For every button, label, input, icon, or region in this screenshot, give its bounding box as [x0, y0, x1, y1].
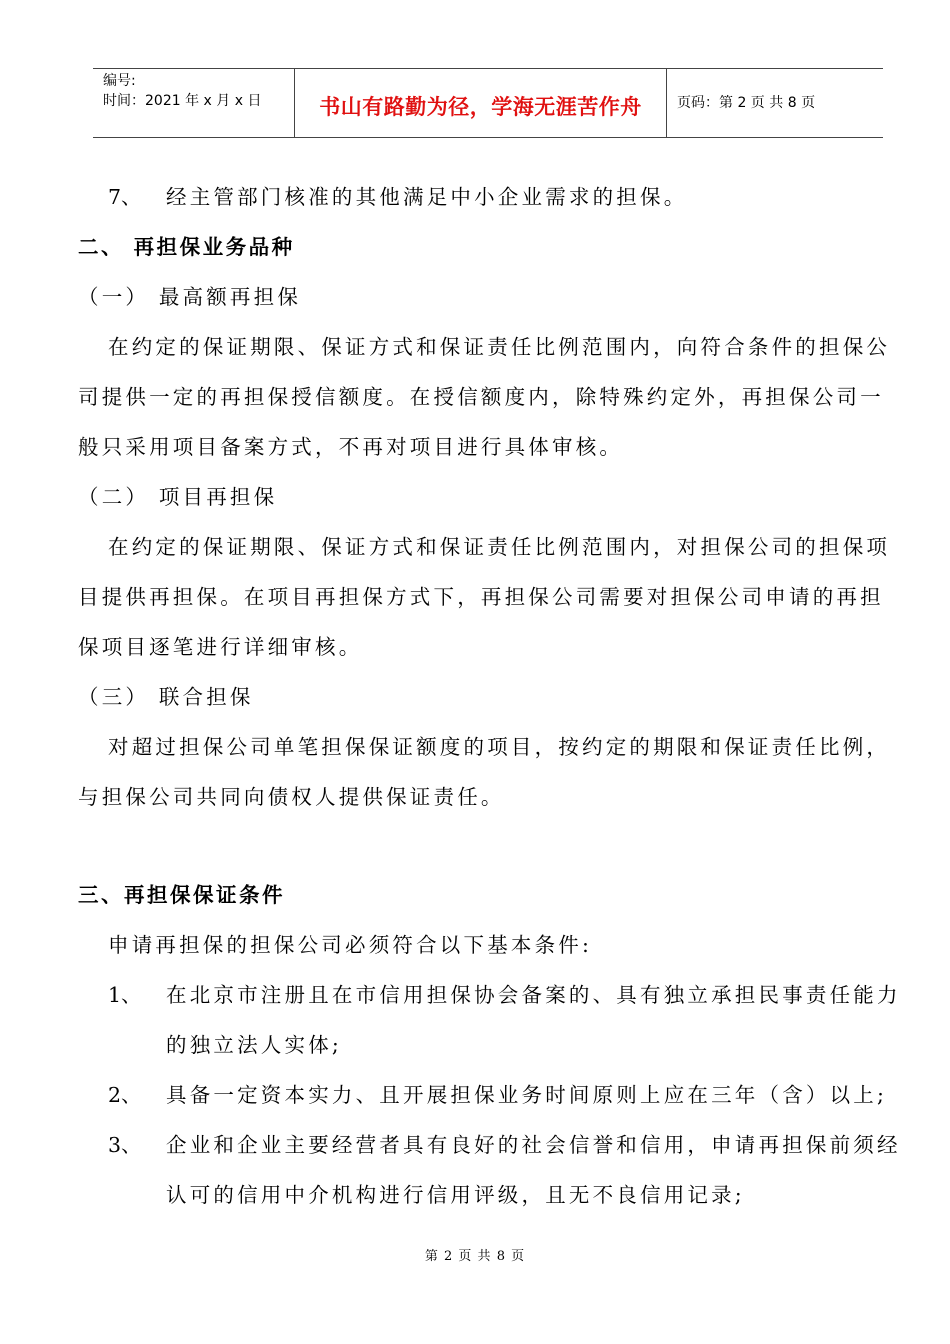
condition-item-1 [108, 978, 901, 1008]
list-item-text: 企业和企业主要经营者具有良好的社会信誉和信用，申请再担保前须经 [166, 1133, 901, 1157]
paragraph-line: 般只采用项目备案方式，不再对项目进行具体审核。 [78, 435, 624, 459]
list-item-text: 具备一定资本实力、且开展担保业务时间原则上应在三年（含）以上; [166, 1083, 888, 1107]
subsection-2-heading: （二） 项目再担保 [78, 485, 278, 509]
header-page-code: 页码：第 2 页 共 8 页 [677, 95, 816, 111]
header-meta-cell [93, 69, 295, 137]
paragraph-line: 申请再担保的担保公司必须符合以下基本条件: [108, 933, 593, 957]
document-number-label: 编号: [103, 73, 136, 89]
list-item-7 [108, 180, 687, 210]
header-page-cell [667, 69, 883, 137]
paragraph-line: 对超过担保公司单笔担保保证额度的项目，按约定的期限和保证责任比例， [108, 735, 891, 759]
paragraph-line: 保项目逐笔进行详细审核。 [78, 635, 363, 659]
header-motto: 书山有路勤为径，学海无涯苦作舟 [319, 95, 642, 119]
condition-item-3-continuation: 认可的信用中介机构进行信用评级，且无不良信用记录; [166, 1183, 745, 1207]
paragraph-line: 在约定的保证期限、保证方式和保证责任比例范围内，对担保公司的担保项 [108, 535, 891, 559]
list-item-number: 1、 [108, 983, 142, 1007]
list-item-number: 2、 [108, 1083, 142, 1107]
section-2-heading: 二、 再担保业务品种 [78, 235, 295, 259]
condition-item-1-continuation: 的独立法人实体; [166, 1033, 343, 1057]
document-time: 时间：2021 年 x 月 x 日 [103, 93, 262, 109]
condition-item-2 [108, 1078, 887, 1108]
header-motto-cell [295, 69, 667, 137]
paragraph-line: 司提供一定的再担保授信额度。在授信额度内，除特殊约定外，再担保公司一 [78, 385, 884, 409]
condition-item-3 [108, 1128, 901, 1158]
page-footer: 第 2 页 共 8 页 [424, 1249, 526, 1264]
paragraph-line: 与担保公司共同向债权人提供保证责任。 [78, 785, 505, 809]
subsection-3-heading: （三） 联合担保 [78, 685, 254, 709]
list-item-text: 经主管部门核准的其他满足中小企业需求的担保。 [166, 185, 688, 209]
section-3-heading: 三、再担保保证条件 [78, 883, 285, 907]
list-item-number: 7、 [108, 185, 142, 209]
subsection-1-heading: （一） 最高额再担保 [78, 285, 302, 309]
list-item-text: 在北京市注册且在市信用担保协会备案的、具有独立承担民事责任能力 [166, 983, 901, 1007]
list-item-number: 3、 [108, 1133, 142, 1157]
document-header [93, 68, 883, 138]
paragraph-line: 在约定的保证期限、保证方式和保证责任比例范围内，向符合条件的担保公 [108, 335, 891, 359]
paragraph-line: 目提供再担保。在项目再担保方式下，再担保公司需要对担保公司申请的再担 [78, 585, 884, 609]
